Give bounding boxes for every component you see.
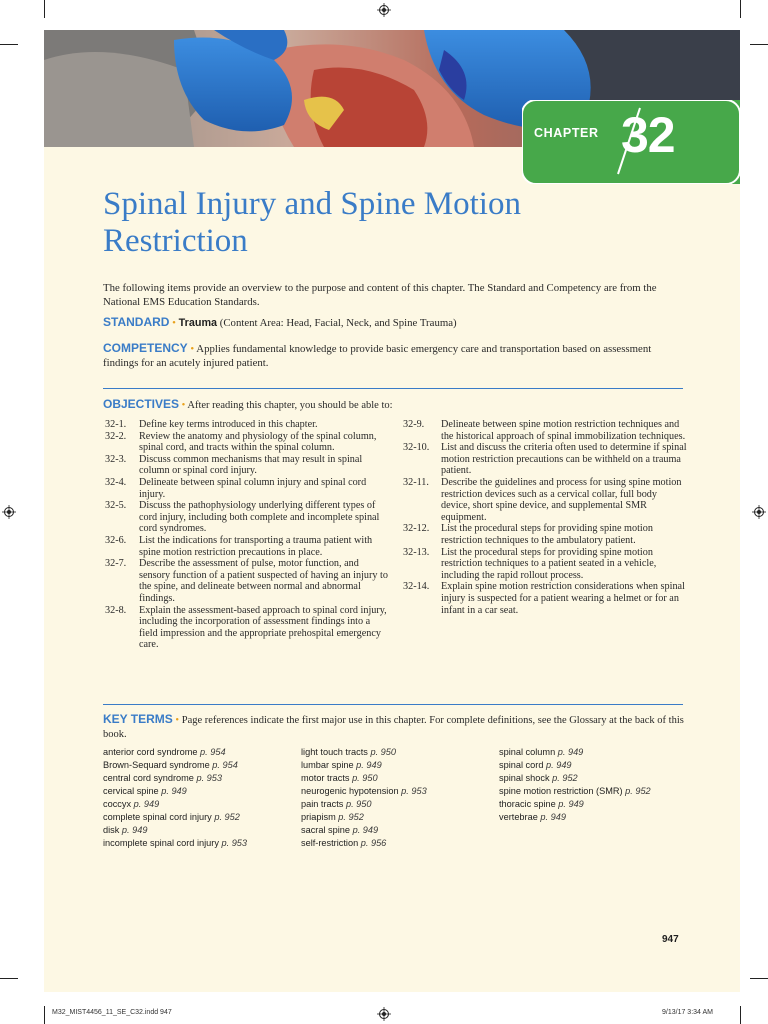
key-term: incomplete spinal cord injury p. 953 xyxy=(103,838,248,848)
standard-heading: STANDARD xyxy=(103,315,170,329)
key-term: cervical spine p. 949 xyxy=(103,786,187,796)
list-item: 32-3. Discuss common mechanisms that may result in spinal column or spinal cord injury. xyxy=(105,453,363,477)
registration-mark-icon xyxy=(377,3,391,17)
objectives-list-left xyxy=(105,419,389,651)
crop-mark-icon xyxy=(750,44,768,45)
crop-mark-icon xyxy=(0,44,18,45)
registration-mark-icon xyxy=(377,1007,391,1021)
list-item: 32-2. Review the anatomy and physiology of the spinal column, spinal cord, and tracts within the spinal column. xyxy=(105,430,377,454)
crop-mark-icon xyxy=(740,1006,741,1024)
key-term: coccyx p. 949 xyxy=(103,799,160,809)
key-term: spine motion restriction (SMR) p. 952 xyxy=(499,786,651,796)
divider xyxy=(103,704,683,705)
key-term: motor tracts p. 950 xyxy=(301,773,378,783)
key-term: Brown-Sequard syndrome p. 954 xyxy=(103,760,238,770)
bullet-icon: • xyxy=(190,343,195,355)
list-item: 32-8. Explain the assessment-based approach to spinal cord injury, including the incorporation of assessment findings into a field impression and the appropriate prehospital emergency care. xyxy=(105,604,387,651)
slug-date: 9/13/17 3:34 AM xyxy=(662,1009,713,1016)
key-term: spinal cord p. 949 xyxy=(499,760,572,770)
list-item: 32-12. List the procedural steps for providing spine motion restriction techniques to the ambulatory patient. xyxy=(403,523,653,546)
chapter-label: CHAPTER xyxy=(534,126,599,140)
objectives-heading: OBJECTIVES xyxy=(103,397,180,411)
key-term: lumbar spine p. 949 xyxy=(301,760,382,770)
list-item: 32-1. Define key terms introduced in this chapter. xyxy=(105,419,318,430)
objectives-list-right xyxy=(403,419,687,616)
competency-line xyxy=(103,342,687,370)
key-terms-column-2 xyxy=(301,746,497,850)
page-title: Spinal Injury and Spine Motion Restriction xyxy=(103,186,521,259)
objectives-intro: After reading this chapter, you should be able to: xyxy=(187,400,393,411)
page-number: 947 xyxy=(662,934,679,945)
bullet-icon: • xyxy=(175,715,180,726)
chapter-number: 32 xyxy=(621,107,675,163)
standard-topic: Trauma xyxy=(178,317,218,329)
objectives-header xyxy=(103,397,683,411)
crop-mark-icon xyxy=(44,1006,45,1024)
bullet-icon: • xyxy=(172,317,176,329)
competency-heading: COMPETENCY xyxy=(103,341,188,355)
key-terms-column-3 xyxy=(499,746,699,824)
registration-mark-icon xyxy=(752,505,766,519)
key-term: spinal column p. 949 xyxy=(499,747,584,757)
list-item: 32-9. Delineate between spine motion restriction techniques and the historical approach of spinal immobilization techniques. xyxy=(403,419,686,442)
key-term: anterior cord syndrome p. 954 xyxy=(103,747,226,757)
bullet-icon: • xyxy=(181,400,186,411)
intro-paragraph: The following items provide an overview to the purpose and content of this chapter. The Standard and Competency are from the National EMS Education Standards. xyxy=(103,282,657,308)
key-terms-column-1 xyxy=(103,746,299,850)
list-item: 32-14. Explain spine motion restriction considerations when spinal injury is suspected for a patient wearing a helmet or for an infant in a car seat. xyxy=(403,581,685,616)
key-term: thoracic spine p. 949 xyxy=(499,799,584,809)
key-term: sacral spine p. 949 xyxy=(301,825,379,835)
list-item: 32-11. Describe the guidelines and process for using spine motion restriction devices such as a cervical collar, full body device, short spine device, and supplemental SMR equipment. xyxy=(403,476,682,523)
key-terms-intro: Page references indicate the first major use in this chapter. For complete definitions, see the Glossary at the back of this book. xyxy=(103,715,684,740)
crop-mark-icon xyxy=(740,0,741,18)
crop-mark-icon xyxy=(750,978,768,979)
list-item: 32-7. Describe the assessment of pulse, motor function, and sensory function of a patient suspected of having an injury to the spine, and delineate between normal and abnormal findings. xyxy=(105,558,388,604)
key-term: vertebrae p. 949 xyxy=(499,812,566,822)
registration-mark-icon xyxy=(2,505,16,519)
key-term: priapism p. 952 xyxy=(301,812,364,822)
slug-filename: M32_MIST4456_11_SE_C32.indd 947 xyxy=(52,1009,172,1016)
standard-detail: (Content Area: Head, Facial, Neck, and Spine Trauma) xyxy=(219,317,457,329)
key-term: self-restriction p. 956 xyxy=(301,838,387,848)
crop-mark-icon xyxy=(44,0,45,18)
key-term: pain tracts p. 950 xyxy=(301,799,372,809)
key-term: spinal shock p. 952 xyxy=(499,773,578,783)
book-page xyxy=(44,30,740,992)
competency-text: Applies fundamental knowledge to provide basic emergency care and transportation based on assessment findings for an acutely injured patient. xyxy=(103,343,652,369)
list-item: 32-6. List the indications for transporting a trauma patient with spine motion restriction precautions in place. xyxy=(105,534,373,558)
list-item: 32-5. Discuss the pathophysiology underlying different types of cord injury, including both complete and incomplete spinal cord syndromes. xyxy=(105,500,380,535)
list-item: 32-10. List and discuss the criteria often used to determine if spinal motion restriction precautions can be withheld on a trauma patient. xyxy=(403,442,687,477)
key-term: light touch tracts p. 950 xyxy=(301,747,397,757)
list-item: 32-13. List the procedural steps for providing spine motion restriction techniques to a patient seated in a vehicle, including the rapid rollout process. xyxy=(403,546,657,581)
key-term: disk p. 949 xyxy=(103,825,148,835)
key-terms-header xyxy=(103,713,687,741)
crop-mark-icon xyxy=(0,978,18,979)
key-terms-heading: KEY TERMS xyxy=(103,712,173,726)
key-term: central cord syndrome p. 953 xyxy=(103,773,223,783)
key-term: neurogenic hypotension p. 953 xyxy=(301,786,427,796)
divider xyxy=(103,388,683,389)
key-term: complete spinal cord injury p. 952 xyxy=(103,812,240,822)
list-item: 32-4. Delineate between spinal column injury and spinal cord injury. xyxy=(105,476,367,500)
standard-line xyxy=(103,316,683,331)
